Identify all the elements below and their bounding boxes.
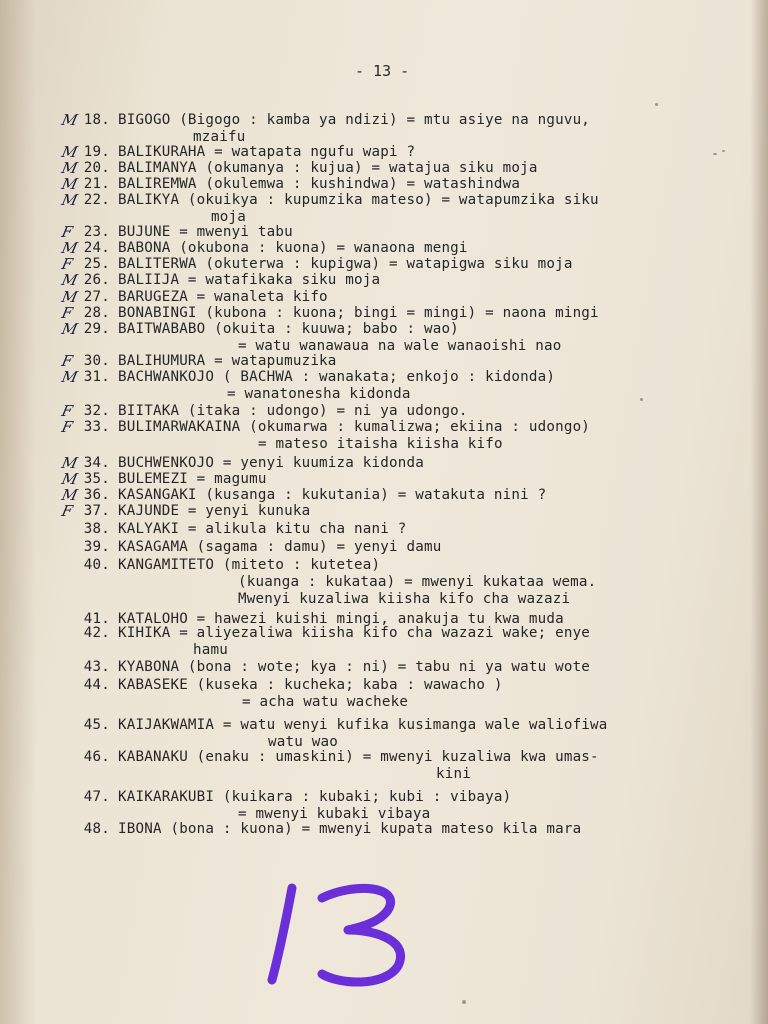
entry-line — [72, 539, 441, 555]
entry-continuation: mzaifu — [193, 129, 246, 145]
entry-text: KAJUNDE = yenyi kunuka — [118, 503, 311, 519]
handwritten-gender-mark: M — [60, 143, 80, 161]
speck — [462, 1000, 466, 1004]
entry-text: BALIKURAHA = watapata ngufu wapi ? — [118, 144, 416, 160]
entry-number: 41. — [83, 611, 110, 627]
entry-line — [72, 305, 599, 321]
entry-text: BONABINGI (kubona : kuona; bingi = mingi) = naona mingi — [118, 305, 599, 321]
entry-text: KAIKARAKUBI (kuikara : kubaki; kubi : vibaya) — [118, 789, 512, 805]
entry-line — [72, 272, 380, 288]
entry-number: 34. — [83, 455, 110, 471]
entry-line — [72, 503, 310, 519]
entry-text: KYABONA (bona : wote; kya : ni) = tabu ni ya watu wote — [118, 659, 591, 675]
entry-text: BUCHWENKOJO = yenyi kuumiza kidonda — [118, 455, 424, 471]
speck — [640, 398, 643, 401]
entry-continuation: kini — [436, 766, 471, 782]
entry-text: KIHIKA = aliyezaliwa kiisha kifo cha wazazi wake; enye — [118, 625, 591, 641]
handwritten-gender-mark: F — [60, 402, 75, 420]
entry-text: KATALOHO = hawezi kuishi mingi, anakuja tu kwa muda — [118, 611, 564, 627]
entry-continuation: = wanatonesha kidonda — [227, 386, 411, 402]
entry-line — [72, 403, 468, 419]
handwritten-gender-mark: F — [60, 223, 75, 241]
entry-line — [72, 659, 590, 675]
entry-text: KANGAMITETO (miteto : kutetea) — [118, 557, 381, 573]
entry-line — [72, 176, 520, 192]
page-shadow-right — [750, 0, 768, 1024]
entry-line — [72, 224, 293, 240]
entry-text: BIITAKA (itaka : udongo) = ni ya udongo. — [118, 403, 468, 419]
entry-number: 23. — [83, 224, 110, 240]
handwritten-gender-mark: F — [60, 352, 75, 370]
entry-text: KABANAKU (enaku : umaskini) = mwenyi kuzaliwa kwa umas- — [118, 749, 599, 765]
handwritten-gender-mark: M — [60, 111, 80, 129]
entry-line — [72, 677, 503, 693]
handwritten-gender-mark: F — [60, 418, 75, 436]
entry-number: 37. — [83, 503, 110, 519]
entry-line — [72, 112, 590, 128]
entry-text: BALIREMWA (okulemwa : kushindwa) = watashindwa — [118, 176, 521, 192]
handwritten-gender-mark: M — [60, 175, 80, 193]
entry-line — [72, 717, 608, 733]
entry-text: BABONA (okubona : kuona) = wanaona mengi — [118, 240, 468, 256]
entry-continuation: watu wao — [268, 734, 338, 750]
handwritten-gender-mark: M — [60, 486, 80, 504]
entry-line — [72, 240, 468, 256]
entry-text: IBONA (bona : kuona) = mwenyi kupata mateso kila mara — [118, 821, 582, 837]
entry-line — [72, 419, 590, 435]
entry-number: 26. — [83, 272, 110, 288]
entry-number: 29. — [83, 321, 110, 337]
entry-line — [72, 625, 590, 641]
entry-number: 40. — [83, 557, 110, 573]
entry-number: 28. — [83, 305, 110, 321]
entry-text: BULEMEZI = magumu — [118, 471, 267, 487]
entry-number: 38. — [83, 521, 110, 537]
entry-number: 48. — [83, 821, 110, 837]
handwritten-gender-mark: M — [60, 191, 80, 209]
handwritten-gender-mark: M — [60, 239, 80, 257]
entry-text: BALIKYA (okuikya : kupumzika mateso) = watapumzika siku — [118, 192, 599, 208]
entry-line — [72, 192, 599, 208]
entry-number: 39. — [83, 539, 110, 555]
entry-continuation: Mwenyi kuzaliwa kiisha kifo cha wazazi — [238, 591, 571, 607]
entry-text: BAITWABABO (okuita : kuuwa; babo : wao) — [118, 321, 459, 337]
entry-continuation: = mwenyi kubaki vibaya — [238, 806, 431, 822]
entry-number: 21. — [83, 176, 110, 192]
entry-line — [72, 455, 424, 471]
entry-number: 47. — [83, 789, 110, 805]
entry-line — [72, 557, 380, 573]
speck — [655, 103, 658, 106]
entry-text: BUJUNE = mwenyi tabu — [118, 224, 293, 240]
entry-line — [72, 487, 546, 503]
entry-text: KASANGAKI (kusanga : kukutania) = watakuta nini ? — [118, 487, 547, 503]
entry-line — [72, 521, 406, 537]
entry-number: 20. — [83, 160, 110, 176]
entry-text: BALIMANYA (okumanya : kujua) = watajua siku moja — [118, 160, 538, 176]
entry-number: 43. — [83, 659, 110, 675]
entry-line — [72, 821, 581, 837]
entry-number: 35. — [83, 471, 110, 487]
entry-text: KABASEKE (kuseka : kucheka; kaba : wawacho ) — [118, 677, 503, 693]
entry-number: 22. — [83, 192, 110, 208]
entry-text: BALITERWA (okuterwa : kupigwa) = watapigwa siku moja — [118, 256, 573, 272]
entry-number: 31. — [83, 369, 110, 385]
entry-line — [72, 353, 337, 369]
entry-line — [72, 789, 511, 805]
entry-number: 42. — [83, 625, 110, 641]
entry-continuation: = mateso itaisha kiisha kifo — [258, 436, 503, 452]
entry-text: BULIMARWAKAINA (okumarwa : kumalizwa; ekiina : udongo) — [118, 419, 591, 435]
handwritten-gender-mark: M — [60, 271, 80, 289]
page-number: - 13 - — [355, 62, 410, 80]
entry-number: 33. — [83, 419, 110, 435]
handwritten-gender-mark: M — [60, 454, 80, 472]
entry-text: KALYAKI = alikula kitu cha nani ? — [118, 521, 407, 537]
entry-number: 25. — [83, 256, 110, 272]
handwritten-gender-mark: M — [60, 288, 80, 306]
handwritten-gender-mark: M — [60, 320, 80, 338]
entry-number: 32. — [83, 403, 110, 419]
speck — [713, 153, 717, 155]
entry-continuation: moja — [211, 209, 246, 225]
entry-line — [72, 321, 459, 337]
handwritten-gender-mark: M — [60, 470, 80, 488]
entry-number: 27. — [83, 289, 110, 305]
entry-continuation: = watu wanawaua na wale wanaoishi nao — [238, 338, 562, 354]
entry-line — [72, 160, 538, 176]
entry-line — [72, 369, 555, 385]
handwritten-gender-mark: F — [60, 502, 75, 520]
entry-number: 45. — [83, 717, 110, 733]
entry-text: BIGOGO (Bigogo : kamba ya ndizi) = mtu asiye na nguvu, — [118, 112, 591, 128]
entry-line — [72, 749, 599, 765]
entry-number: 46. — [83, 749, 110, 765]
handwritten-gender-mark: F — [60, 304, 75, 322]
handwritten-page-number — [260, 880, 420, 990]
entry-text: KASAGAMA (sagama : damu) = yenyi damu — [118, 539, 442, 555]
entry-number: 24. — [83, 240, 110, 256]
entry-number: 30. — [83, 353, 110, 369]
page-shadow-left — [0, 0, 36, 1024]
speck — [722, 150, 725, 152]
entry-number: 19. — [83, 144, 110, 160]
entry-text: KAIJAKWAMIA = watu wenyi kufika kusimanga wale waliofiwa — [118, 717, 608, 733]
entry-number: 36. — [83, 487, 110, 503]
entry-continuation: = acha watu wacheke — [242, 694, 409, 710]
handwritten-gender-mark: M — [60, 159, 80, 177]
entry-line — [72, 471, 267, 487]
handwritten-gender-mark: F — [60, 255, 75, 273]
entry-text: BARUGEZA = wanaleta kifo — [118, 289, 328, 305]
entry-text: BACHWANKOJO ( BACHWA : wanakata; enkojo : kidonda) — [118, 369, 556, 385]
entry-line — [72, 144, 415, 160]
entry-number: 44. — [83, 677, 110, 693]
entry-line — [72, 256, 573, 272]
handwritten-gender-mark: M — [60, 368, 80, 386]
entry-text: BALIIJA = watafikaka siku moja — [118, 272, 381, 288]
entry-continuation: (kuanga : kukataa) = mwenyi kukataa wema. — [238, 574, 597, 590]
entry-text: BALIHUMURA = watapumuzika — [118, 353, 337, 369]
entry-continuation: hamu — [193, 642, 228, 658]
entry-line — [72, 289, 328, 305]
entry-number: 18. — [83, 112, 110, 128]
